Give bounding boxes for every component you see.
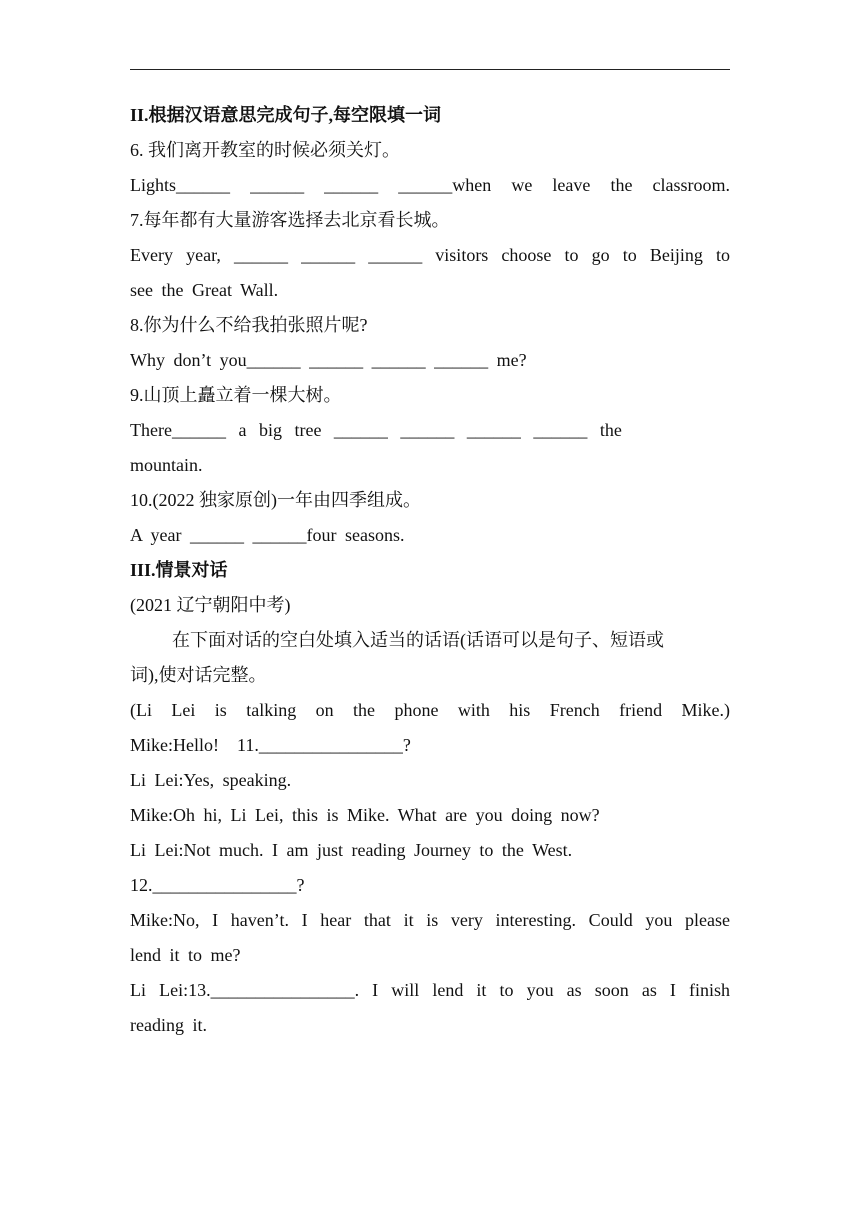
q9-english-line2: mountain. <box>130 455 203 475</box>
q9-chinese: 9.山顶上矗立着一棵大树。 <box>130 385 342 405</box>
section-iii-heading: III.情景对话 <box>130 560 228 580</box>
instructions-line1: 在下面对话的空白处填入适当的话语(话语可以是句子、短语或 <box>172 630 664 650</box>
instructions-line2: 词),使对话完整。 <box>130 665 267 685</box>
header-rule <box>130 69 730 70</box>
q6-chinese: 6. 我们离开教室的时候必须关灯。 <box>130 140 400 160</box>
q7-chinese: 7.每年都有大量游客选择去北京看长城。 <box>130 210 450 230</box>
dialogue-line-lilei-3-cont: reading it. <box>130 1015 207 1035</box>
source-note: (2021 辽宁朝阳中考) <box>130 595 291 615</box>
q8-english: Why don’t you______ ______ ______ ______ me? <box>130 350 527 370</box>
dialogue-line-lilei-1: Li Lei:Yes, speaking. <box>130 770 292 790</box>
dialogue-line-mike-3: Mike:No, I haven’t. I hear that it is very interesting. Could you please <box>130 910 730 930</box>
q6-english: Lights______ ______ ______ ______when we leave the classroom. <box>130 175 730 195</box>
dialogue-line-mike-1: Mike:Hello! 11.________________? <box>130 735 411 755</box>
q10-english: A year ______ ______four seasons. <box>130 525 405 545</box>
dialogue-blank-12: 12.________________? <box>130 875 305 895</box>
dialogue-context: (Li Lei is talking on the phone with his French friend Mike.) <box>130 700 730 720</box>
dialogue-line-lilei-2: Li Lei:Not much. I am just reading Journey to the West. <box>130 840 573 860</box>
q7-english-line1: Every year, ______ ______ ______ visitors choose to go to Beijing to <box>130 245 730 265</box>
dialogue-line-mike-3-cont: lend it to me? <box>130 945 241 965</box>
q9-english-line1: There______ a big tree ______ ______ ______ ______ the <box>130 420 622 440</box>
dialogue-line-mike-2: Mike:Oh hi, Li Lei, this is Mike. What are you doing now? <box>130 805 600 825</box>
section-ii-heading: II.根据汉语意思完成句子,每空限填一词 <box>130 105 442 125</box>
q7-english-line2: see the Great Wall. <box>130 280 279 300</box>
dialogue-line-lilei-3: Li Lei:13.________________. I will lend it to you as soon as I finish <box>130 980 730 1000</box>
q10-chinese: 10.(2022 独家原创)一年由四季组成。 <box>130 490 421 510</box>
document-body <box>130 98 730 1043</box>
q8-chinese: 8.你为什么不给我拍张照片呢? <box>130 315 368 335</box>
